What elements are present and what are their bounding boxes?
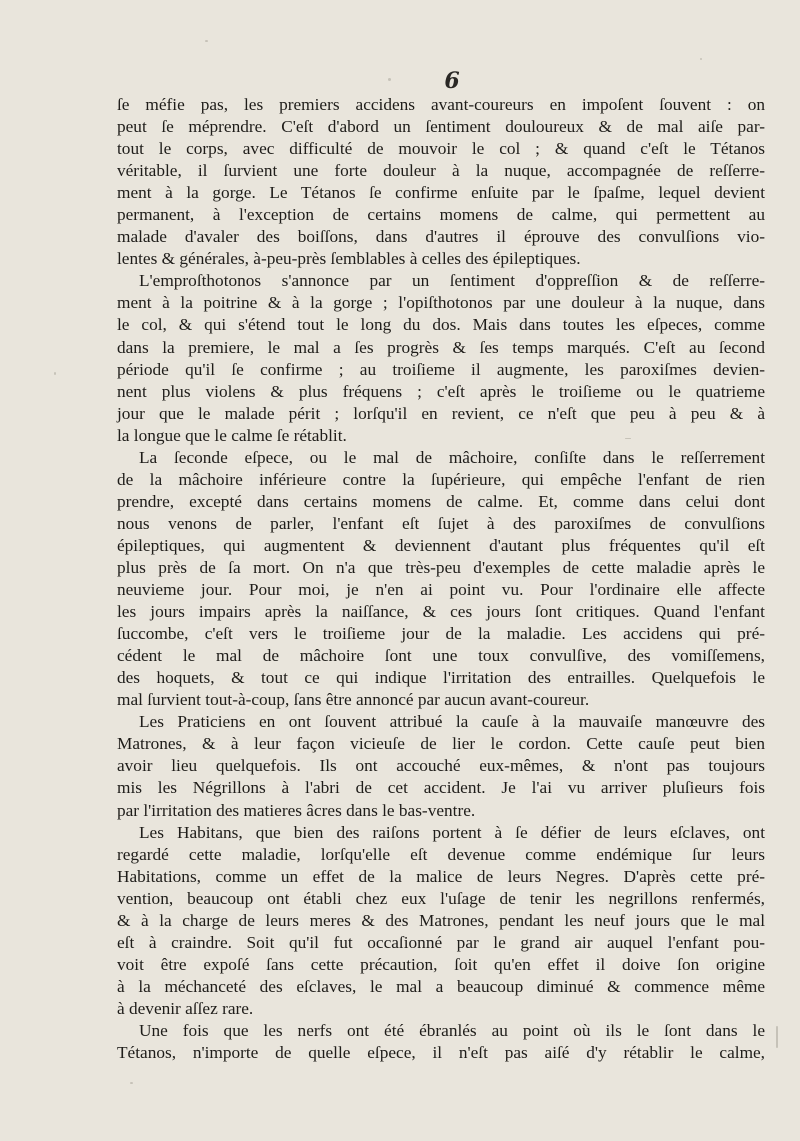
text-line: Matrones, & à leur façon vicieuſe de lier le cordon. Cette cauſe peut bien [117,734,765,754]
text-line: vention, beaucoup ont établi chez eux l'uſage de tenir les negrillons renfermés, [117,888,765,908]
paragraph [117,1020,765,1064]
text-line: avoir lieu quelquefois. Ils ont accouché eux-mêmes, & n'ont pas toujours [117,756,765,776]
text-line: cédent le mal de mâchoire ſont une toux convulſive, des vomiſſemens, [117,646,765,666]
text-line: malade d'avaler des boiſſons, dans d'autres il éprouve des convulſions vio- [117,227,765,247]
text-line: des hoquets, & tout ce qui indique l'irritation des entrailles. Quelquefois le [117,668,765,688]
text-line: la longue que le calme ſe rétablit. [117,425,347,445]
text-line: nent plus violens & plus fréquens ; c'eſt après le troiſieme ou le quatrieme [117,381,765,401]
text-line: à la méchanceté des eſclaves, le mal a beaucoup diminué & commence même [117,976,765,996]
text-line: ſe méfie pas, les premiers accidens avant-coureurs en impoſent ſouvent : on [117,95,765,114]
text-line: ment à la poitrine & à la gorge ; l'opiſthotonos par une douleur à la nuque, dans [117,293,765,313]
text-line: les jours impairs après la naiſſance, & ces jours ſont critiques. Quand l'enfant [117,602,765,622]
paragraph [117,447,765,712]
text-line: épileptiques, qui augmentent & deviennent d'autant plus fréquentes qu'il eſt [117,535,765,555]
text-line: ment à la gorge. Le Tétanos ſe confirme enſuite par le ſpaſme, lequel devient [117,183,765,203]
text-line: tout le corps, avec difficulté de mouvoir le col ; & quand c'eſt le Tétanos [117,139,765,159]
text-line: regardé cette maladie, lorſqu'elle eſt devenue comme endémique ſur leurs [117,844,765,864]
text-line: de la mâchoire inférieure contre la ſupérieure, qui empêche l'enfant de rien [117,469,765,489]
text-line: dans la premiere, le mal a ſes progrès & ſes temps marqués. C'eſt au ſecond [117,337,765,357]
paper-speck [205,40,208,42]
paper-speck [700,58,702,60]
text-line: Les Praticiens en ont ſouvent attribué la cauſe à la mauvaiſe manœuvre des [139,712,765,732]
text-line: le col, & qui s'étend tout le long du dos. Mais dans toutes les eſpeces, comme [117,315,765,335]
text-line: lentes & générales, à-peu-près ſemblables à celles des épileptiques. [117,249,581,269]
text-line: Habitations, comme un effet de la malice de leurs Negres. D'après cette pré- [117,866,765,886]
text-line: L'emproſthotonos s'annonce par un ſentiment d'oppreſſion & de reſſerre- [139,271,765,291]
text-line: peut ſe méprendre. C'eſt d'abord un ſentiment douloureux & de mal aiſe par- [117,117,765,137]
paper-speck [54,372,56,375]
text-line: & à la charge de leurs meres & des Matrones, pendant les neuf jours que le mal [117,910,765,930]
paragraph [117,711,765,821]
paper-speck [776,1026,778,1048]
text-line: prendre, excepté dans certains momens de calme. Et, comme dans celui dont [117,491,765,511]
text-line: mal ſurvient tout-à-coup, ſans être annoncé par aucun avant-coureur. [117,690,590,710]
text-line: mis les Négrillons à l'abri de cet accident. Je l'ai vu arriver pluſieurs fois [117,778,765,798]
text-line: Tétanos, n'importe de quelle eſpece, il n'eſt pas aiſé d'y rétablir le calme, [117,1043,765,1063]
text-line: véritable, il ſurvient une forte douleur à la nuque, accompagnée de reſſerre- [117,161,765,181]
text-line: neuvieme jour. Pour moi, je n'en ai point vu. Pour l'ordinaire elle affecte [117,580,765,600]
paragraph [117,270,765,446]
text-line: plus près de ſa mort. On n'a que très-peu d'exemples de cette maladie après le [117,557,765,577]
text-line: à devenir aſſez rare. [117,998,254,1018]
paragraph [117,822,765,1020]
text-line: Les Habitans, que bien des raiſons portent à ſe défier de leurs eſclaves, ont [139,822,765,842]
text-line: jour que le malade périt ; lorſqu'il en revient, ce n'eſt que peu à peu & à [117,403,765,423]
text-line: période qu'il ſe confirme ; au troiſieme il augmente, les paroxiſmes devien- [117,359,765,379]
text-line: eſt à craindre. Soit qu'il fut occaſionné par le grand air auquel l'enfant pou- [117,932,765,952]
paragraph [117,94,765,270]
text-line: par l'irritation des matieres âcres dans le bas-ventre. [117,800,476,820]
text-line: voit être expoſé ſans cette précaution, ſoit qu'en effet il doive ſon origine [117,954,765,974]
text-line: nous venons de parler, l'enfant eſt ſujet à des paroxiſmes de convulſions [117,513,765,533]
page-number: 6 [444,68,460,94]
body-text [117,94,765,1064]
paper-speck [388,78,391,81]
paper-speck [130,1082,133,1084]
text-line: Une fois que les nerfs ont été ébranlés au point où ils le ſont dans le [139,1020,765,1040]
text-line: permanent, à l'exception de certains momens de calme, qui permettent au [117,205,765,225]
text-line: ſuccombe, c'eſt vers le troiſieme jour de la maladie. Les accidens qui pré- [117,624,765,644]
text-line: La ſeconde eſpece, ou le mal de mâchoire, conſiſte dans le reſſerrement [139,447,765,467]
